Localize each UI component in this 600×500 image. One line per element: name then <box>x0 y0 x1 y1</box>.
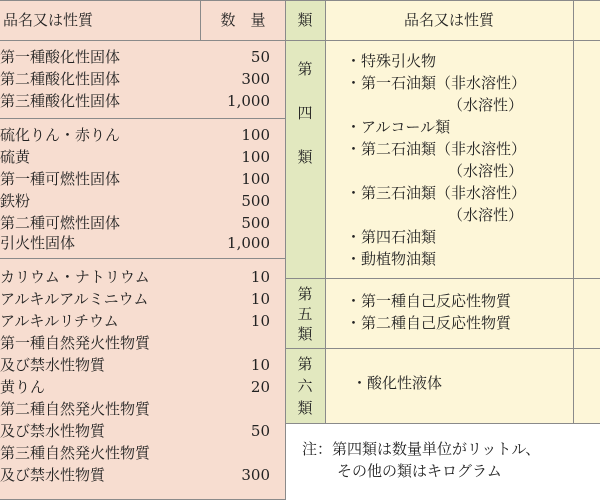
substance-name: 第三種自然発火性物質 <box>0 444 151 462</box>
class4-extra-bg <box>573 40 600 278</box>
class5-extra-bg <box>573 278 600 348</box>
footnote-line: その他の類はキログラム <box>337 462 502 480</box>
category-item: （水溶性） <box>448 206 524 224</box>
grid-line <box>0 258 285 259</box>
substance-name: 硫化りん・赤りん <box>0 126 121 144</box>
class-label-char: 第 <box>297 285 313 303</box>
substance-name: 第二種自然発火性物質 <box>0 400 151 418</box>
quantity-value: 10 <box>250 290 270 308</box>
grid-line <box>285 40 600 41</box>
substance-name: 及び禁水性物質 <box>0 356 106 374</box>
category-item: ・動植物油類 <box>346 250 437 268</box>
category-item: ・酸化性液体 <box>352 374 443 392</box>
substance-name: 及び禁水性物質 <box>0 466 106 484</box>
quantity-value: 500 <box>241 214 270 232</box>
class-label-char: 類 <box>297 325 313 343</box>
right-header-name: 品名又は性質 <box>403 11 494 29</box>
quantity-value: 50 <box>250 422 270 440</box>
category-item: ・アルコール類 <box>346 118 451 136</box>
class-label-char: 四 <box>297 104 313 122</box>
left-header-qty: 数 量 <box>220 11 266 29</box>
substance-name: 第一種酸化性固体 <box>0 48 121 66</box>
substance-name: カリウム・ナトリウム <box>0 268 150 286</box>
quantity-value: 10 <box>250 356 270 374</box>
quantity-value: 100 <box>241 126 270 144</box>
grid-line <box>285 423 600 424</box>
substance-name: 第一種自然発火性物質 <box>0 334 151 352</box>
grid-line <box>0 0 600 1</box>
substance-name: アルキルアルミニウム <box>0 290 149 308</box>
substance-name: 鉄粉 <box>0 192 31 210</box>
quantity-value: 1,000 <box>227 234 270 252</box>
right-header-extra-bg <box>573 0 600 40</box>
category-item: ・第一種自己反応性物質 <box>346 292 512 310</box>
quantity-value: 1,000 <box>227 92 270 110</box>
grid-line <box>325 0 326 423</box>
grid-line <box>0 40 285 41</box>
category-item: ・特殊引火物 <box>346 52 437 70</box>
quantity-value: 10 <box>250 268 270 286</box>
class-label-char: 六 <box>297 377 313 395</box>
category-item: ・第三石油類（非水溶性） <box>346 184 527 202</box>
class-label-char: 第 <box>297 355 313 373</box>
quantity-value: 300 <box>241 466 270 484</box>
grid-line <box>0 118 285 119</box>
substance-name: アルキルリチウム <box>0 312 119 330</box>
substance-name: 黄りん <box>0 378 46 396</box>
left-header-name: 品名又は性質 <box>3 11 94 29</box>
substance-name: 引火性固体 <box>0 234 76 252</box>
right-header-class: 類 <box>297 11 313 29</box>
substance-name: 第三種酸化性固体 <box>0 92 121 110</box>
category-item: ・第二種自己反応性物質 <box>346 314 512 332</box>
quantity-value: 20 <box>250 378 270 396</box>
substance-name: 第二種酸化性固体 <box>0 70 121 88</box>
category-item: （水溶性） <box>448 162 524 180</box>
quantity-value: 10 <box>250 312 270 330</box>
footnote-line: 注：第四類は数量単位がリットル、 <box>302 440 541 458</box>
class-label-char: 第 <box>297 60 313 78</box>
quantity-value: 500 <box>241 192 270 210</box>
substance-name: 及び禁水性物質 <box>0 422 106 440</box>
substance-name: 第二種可燃性固体 <box>0 214 121 232</box>
category-item: （水溶性） <box>448 96 524 114</box>
category-item: ・第一石油類（非水溶性） <box>346 74 527 92</box>
grid-line <box>573 0 574 423</box>
quantity-value: 100 <box>241 148 270 166</box>
class-label-char: 五 <box>297 305 313 323</box>
grid-line <box>285 348 600 349</box>
category-item: ・第四石油類 <box>346 228 437 246</box>
class-label-char: 類 <box>297 148 313 166</box>
quantity-value: 50 <box>250 48 270 66</box>
category-item: ・第二石油類（非水溶性） <box>346 140 527 158</box>
quantity-value: 100 <box>241 170 270 188</box>
substance-name: 第一種可燃性固体 <box>0 170 121 188</box>
grid-line <box>285 278 600 279</box>
class6-extra-bg <box>573 348 600 423</box>
substance-name: 硫黄 <box>0 148 31 166</box>
quantity-value: 300 <box>241 70 270 88</box>
class-label-char: 類 <box>297 399 313 417</box>
